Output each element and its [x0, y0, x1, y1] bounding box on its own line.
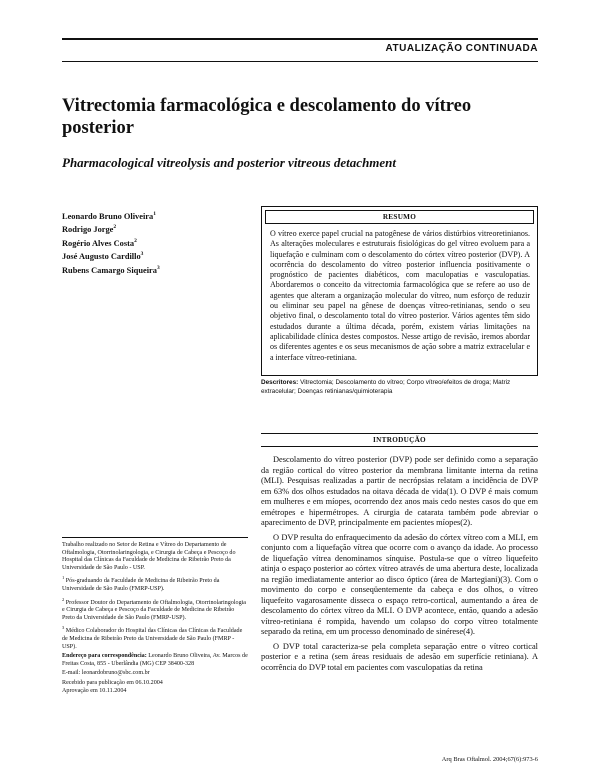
affiliation-note: $^2$ Professor Doutor do Departamento de Oftalmologia, Otorrinolaringologia e Cirurgia de Cabeça e Pescoço da Faculdade de Medicina de Ribeirão Preto da Universidade de São Paulo (FMRP-USP). [62, 596, 247, 621]
keywords-label: Descritores: [261, 379, 299, 386]
header-rule-top [62, 38, 538, 40]
abstract-heading: RESUMO [265, 210, 534, 224]
section-label: ATUALIZAÇÃO CONTINUADA [385, 43, 538, 54]
affiliation-note: $^1$ Pós-graduando da Faculdade de Medicina de Ribeirão Preto da Universidade de São Paulo (FMRP-USP). [62, 575, 220, 592]
abstract-box [261, 206, 538, 376]
author: Leonardo Bruno Oliveira$^1$ [62, 211, 156, 221]
institution-note: Trabalho realizado no Setor de Retina e Vítreo do Departamento de Oftalmologia, Otorrinolaringologia, e Cirurgia de Cabeça e Pescoço do Hospital das Clínicas da Faculdade de Medicina de Ribeirão Preto da Universidade de São Paulo - USP. [62, 542, 236, 571]
approved-date: Aprovação em 10.11.2004 [62, 687, 127, 694]
author-list [62, 209, 262, 276]
keywords-text: Vitrectomia; Descolamento do vítreo; Corpo vítreo/efeitos de droga; Matriz extracelular; Doenças retinianas/quimioterapia [261, 379, 511, 395]
author: Rodrigo Jorge$^2$ [62, 224, 117, 235]
author: José Augusto Cardillo$^3$ [62, 251, 144, 261]
intro-paragraph: Descolamento do vítreo posterior (DVP) pode ser definido como a separação da região cortical do vítreo posterior da membrana limitante interna da retina (MLI). Pesquisas realizadas a partir de necrópsias relatam a incidência de DVP em 63% dos olhos estudados na oitava década de vida(1). O DVP é mais comum em mulheres e em míopes, ocorrendo dez anos mais cedo nestes casos do que em emétropes e hipermétropes. A cirurgia de catarata também pode abreviar o aparecimento de DVP, principalmente em pacientes míopes(2). [261, 455, 538, 527]
keywords [261, 379, 538, 396]
email-note: E-mail: leonardobruno@sbc.com.br [62, 670, 150, 677]
article-subtitle: Pharmacological vitreolysis and posterior vitreous detachment [62, 155, 397, 170]
intro-heading: INTRODUÇÃO [261, 433, 538, 447]
article-title: Vitrectomia farmacológica e descolamento do vítreo posterior [62, 96, 472, 138]
intro-body [261, 455, 538, 673]
abstract-text: O vítreo exerce papel crucial na patogênese de vários distúrbios vitreoretinianos. As alterações moleculares e estruturais fisiológicas do gel vítreo evoluem para a liquefação e culminam com o descolamento do córtex vítreo posterior (DVP). A ocorrência do descolamento do vítreo posterior influencia positivamente o prognóstico de pacientes diabéticos, com maculopatias e vasculopatias. Abordaremos o conceito da vitrectomia farmacológica que se refere ao uso de agentes que alteram a organização molecular do vítreo, num esforço de reduzir ou eliminar seu papel na gênese de doenças vítreo-retinianas, sendo o seu objetivo final, o descolamento total do vítreo posterior. Vários agentes têm sido estudados durante a última década, porém, existem várias limitações na aplicabilidade clínica destes compostos. Nesse artigo de revisão, iremos abordar os diferentes agentes e os seus mecanismos de ação sobre a matriz extracelular e a interface vítreo-retiniana. [270, 229, 530, 362]
header-rule-bottom [62, 61, 538, 62]
intro-paragraph: O DVP total caracteriza-se pela completa separação entre o vítreo cortical posterior e a retina (sem áreas residuais de adesão em superfície retiniana). A ocorrência do DVP total em pacientes com vasculopatias da retina [261, 641, 538, 672]
author: Rubens Camargo Siqueira$^3$ [62, 264, 160, 275]
received-date: Recebido para publicação em 06.10.2004 [62, 680, 163, 686]
journal-citation: Arq Bras Oftalmol. 2004;67(6):973-6 [441, 756, 538, 763]
intro-paragraph: O DVP resulta do enfraquecimento da adesão do córtex vítreo com a MLI, em conjunto com a liquefação vítrea que ocorre com o avanço da idade. Ao processo de liquefação vítrea denominamos sínquise. Postula-se que o vítreo liquefeito atinja o espaço posterior ao córtex vítreo através de uma abertura deste, localizada na região imediatamente anterior ao disco óptico (área de Martegiani)(3). Com o movimento do corpo e conseqüentemente da cabeça e dos olhos, o vítreo liquefeito vagarosamente disseca o espaço retro-cortical, aumentando a área de descolamento do córtex vítreo da MLI. O DVP acontece, então, quando a adesão vítreo-retiniana é rompida, havendo um colapso do corpo vítreo totalmente separado da retina, em um processo denominado de sinérese(4). [261, 532, 538, 636]
correspondence-note: Endereço para correspondência: Leonardo Bruno Oliveira, Av. Marcos de Freitas Costa, 855 - Uberlândia (MG) CEP 38400-328 [62, 653, 248, 667]
affiliation-note: $^3$ Médico Colaborador do Hospital das Clínicas das Clínicas da Faculdade de Medicina de Ribeirão Preto da Universidade de São Paulo (FMRP - USP). [62, 625, 243, 650]
section-header [62, 38, 538, 54]
author: Rogério Alves Costa$^2$ [62, 237, 137, 248]
footnotes [62, 537, 248, 695]
